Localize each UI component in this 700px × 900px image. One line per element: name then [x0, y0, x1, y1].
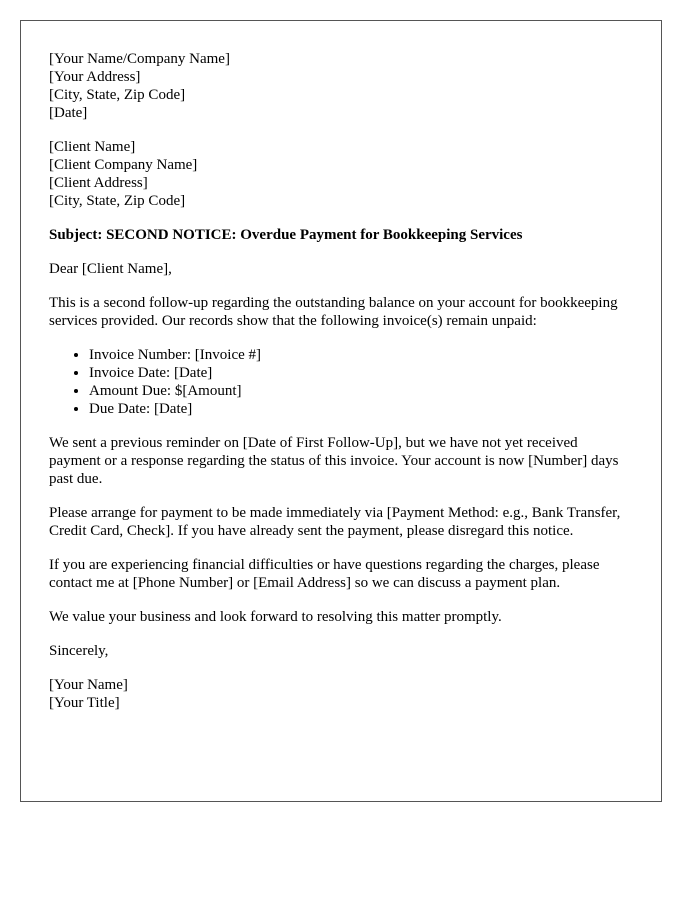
closing-note-paragraph: We value your business and look forward to resolving this matter promptly.: [49, 609, 502, 625]
signature-title: [Your Title]: [49, 695, 120, 711]
intro-paragraph: This is a second follow-up regarding the outstanding balance on your account for bookkeeping services provided. Our records show that the following invoice(s) remain unpaid:: [49, 295, 618, 329]
list-item: • Due Date: [Date]: [89, 400, 633, 418]
recipient-address: [Client Address]: [49, 175, 148, 191]
list-item: • Amount Due: $[Amount]: [89, 382, 633, 400]
recipient-name: [Client Name]: [49, 139, 136, 155]
letter-date: [Date]: [49, 105, 88, 121]
sender-address-block: [49, 50, 633, 122]
subject-line: Subject: SECOND NOTICE: Overdue Payment for Bookkeeping Services: [49, 227, 523, 243]
list-item: • Invoice Number: [Invoice #]: [89, 346, 633, 364]
recipient-address-block: [49, 138, 633, 210]
payment-paragraph: Please arrange for payment to be made immediately via [Payment Method: e.g., Bank Transfer, Credit Card, Check]. If you have already sent the payment, please disregard this notice.: [49, 505, 621, 539]
sender-city-state-zip: [City, State, Zip Code]: [49, 87, 186, 103]
signature-block: [49, 676, 633, 712]
reminder-paragraph: We sent a previous reminder on [Date of First Follow-Up], but we have not yet received payment or a response regarding the status of this invoice. Your account is now [Number] days past due.: [49, 435, 619, 487]
salutation: Dear [Client Name],: [49, 261, 172, 277]
recipient-city-state-zip: [City, State, Zip Code]: [49, 193, 186, 209]
closing-salutation: Sincerely,: [49, 643, 109, 659]
sender-name: [Your Name/Company Name]: [49, 51, 230, 67]
invoice-details-list: [49, 346, 633, 418]
contact-paragraph: If you are experiencing financial difficulties or have questions regarding the charges, please contact me at [Phone Number] or [Email Address] so we can discuss a payment plan.: [49, 557, 600, 591]
recipient-company: [Client Company Name]: [49, 157, 198, 173]
letter-page: [20, 20, 662, 802]
list-item: • Invoice Date: [Date]: [89, 364, 633, 382]
signature-name: [Your Name]: [49, 677, 128, 693]
sender-address: [Your Address]: [49, 69, 141, 85]
